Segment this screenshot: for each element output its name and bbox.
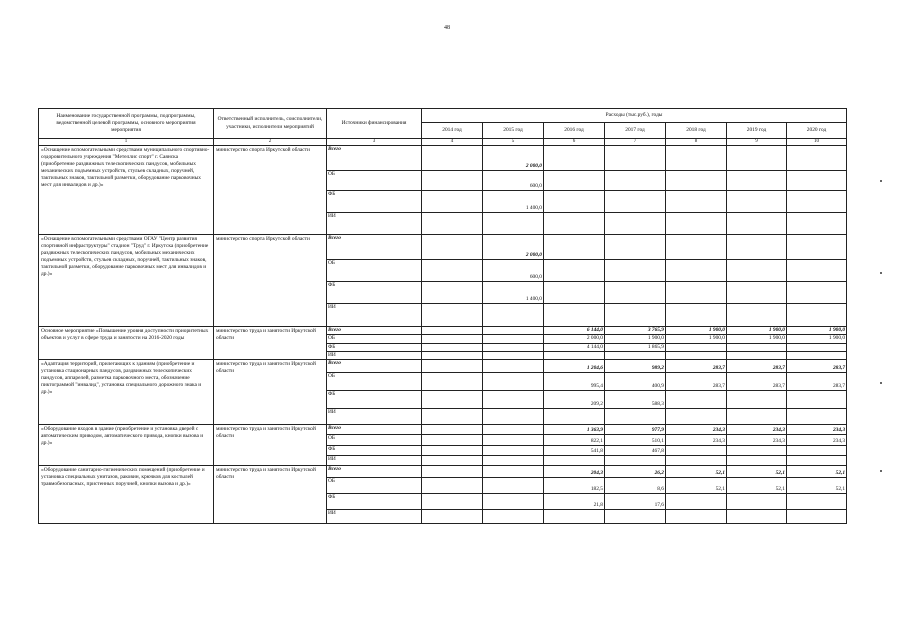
amount-cell <box>483 456 544 466</box>
amount-cell <box>422 343 483 351</box>
amount-cell <box>605 260 666 282</box>
measure-name: «Оснащение вспомогательными средствами ОГАУ "Центр развития спортивной инфраструктуры" стадион "Труд" г. Иркутска (приобретение раздвижных телескопических пандусов, мобильных механических подъемных устройств, стульев складных, поручней, тактильных знаков, тактильной разметки, оборудование парковочных мест для инвалидов и др.)» <box>39 235 214 327</box>
amount-cell <box>483 391 544 409</box>
measure-name: «Оборудование санитарно-гигиенических помещений (приобретение и установка специальных унитазов, раковин, крючков для костылей травмобезопасных, пристенных поручней, кнопки вызова и др.)» <box>39 466 214 524</box>
amount-cell <box>422 466 483 478</box>
amount-cell <box>727 304 787 327</box>
funding-source: ИИ <box>327 456 422 466</box>
funding-source: ОБ <box>327 335 422 343</box>
funding-source: Всего <box>327 327 422 335</box>
amount-cell <box>727 235 787 260</box>
amount-cell: 2 000,0 <box>544 335 605 343</box>
funding-source: ИИ <box>327 304 422 327</box>
amount-cell <box>483 304 544 327</box>
amount-cell <box>727 146 787 171</box>
amount-cell <box>422 213 483 235</box>
amount-cell <box>544 146 605 171</box>
amount-cell: 600,0 <box>483 260 544 282</box>
program-table <box>38 108 847 524</box>
amount-cell: 283,7 <box>787 373 847 391</box>
amount-cell <box>727 409 787 425</box>
table-row <box>39 327 847 335</box>
funding-source: ОБ <box>327 435 422 446</box>
amount-cell <box>787 171 847 191</box>
amount-cell: 1 400,0 <box>483 191 544 213</box>
amount-cell <box>483 494 544 510</box>
column-number: 4 <box>422 139 483 146</box>
amount-cell: 6 144,0 <box>544 327 605 335</box>
amount-cell: 52,1 <box>787 466 847 478</box>
amount-cell: 234,3 <box>666 435 727 446</box>
amount-cell: 283,7 <box>727 373 787 391</box>
header-name: Наименование государственной программы, подпрограммы, ведомственной целевой программы, основного мероприятия мероприятия <box>39 109 214 139</box>
amount-cell: 234,3 <box>666 425 727 435</box>
amount-cell <box>422 409 483 425</box>
amount-cell: 234,3 <box>727 425 787 435</box>
header-year: 2016 год <box>544 123 605 139</box>
amount-cell: 510,1 <box>605 435 666 446</box>
amount-cell <box>727 494 787 510</box>
header-year: 2014 год <box>422 123 483 139</box>
table-row <box>39 235 847 260</box>
amount-cell <box>422 191 483 213</box>
amount-cell <box>605 351 666 359</box>
funding-source: Всего <box>327 360 422 373</box>
amount-cell <box>483 478 544 494</box>
amount-cell: 209,2 <box>544 391 605 409</box>
amount-cell <box>666 304 727 327</box>
amount-cell: 995,4 <box>544 373 605 391</box>
amount-cell <box>787 235 847 260</box>
amount-cell <box>483 335 544 343</box>
column-number: 6 <box>544 139 605 146</box>
amount-cell <box>666 191 727 213</box>
amount-cell <box>666 343 727 351</box>
header-year: 2017 год <box>605 123 666 139</box>
amount-cell <box>483 343 544 351</box>
header-executor: Ответственный исполнитель, соисполнители, участники, исполнители мероприятий <box>214 109 327 139</box>
amount-cell <box>422 435 483 446</box>
amount-cell <box>544 304 605 327</box>
amount-cell <box>422 510 483 524</box>
amount-cell <box>727 260 787 282</box>
amount-cell <box>787 351 847 359</box>
amount-cell: 1 900,0 <box>727 327 787 335</box>
amount-cell: 467,8 <box>605 446 666 456</box>
amount-cell <box>787 391 847 409</box>
table-row <box>39 466 847 478</box>
funding-source: ФБ <box>327 391 422 409</box>
funding-source: ИИ <box>327 510 422 524</box>
amount-cell: 989,2 <box>605 360 666 373</box>
amount-cell: 1 400,0 <box>483 282 544 304</box>
funding-source: Всего <box>327 146 422 171</box>
amount-cell: 234,3 <box>727 435 787 446</box>
amount-cell: 52,1 <box>666 478 727 494</box>
amount-cell: 1 900,0 <box>666 327 727 335</box>
amount-cell <box>666 351 727 359</box>
amount-cell <box>483 360 544 373</box>
amount-cell <box>483 409 544 425</box>
amount-cell <box>544 282 605 304</box>
amount-cell <box>605 171 666 191</box>
column-number: 8 <box>666 139 727 146</box>
amount-cell: 977,9 <box>605 425 666 435</box>
amount-cell <box>605 146 666 171</box>
table-body <box>39 146 847 524</box>
amount-cell <box>483 327 544 335</box>
measure-executor: министерство труда и занятости Иркутской области <box>214 466 327 524</box>
funding-source: ОБ <box>327 373 422 391</box>
amount-cell <box>787 213 847 235</box>
amount-cell <box>544 351 605 359</box>
measure-name: «Оснащение вспомогательными средствами муниципального спортивно-оздоровительного учреждения "Метеллис спорт" г. Саянска (приобретение раздвижных телескопических пандусов, мобильных механических подъемных устройств, стульев складных, поручней, тактильных знаков, тактильной разметки, оборудование парковочных мест для инвалидов и др.)» <box>39 146 214 235</box>
amount-cell <box>544 213 605 235</box>
amount-cell: 26,2 <box>605 466 666 478</box>
amount-cell <box>483 435 544 446</box>
amount-cell: 182,5 <box>544 478 605 494</box>
amount-cell <box>422 456 483 466</box>
amount-cell: 1 900,0 <box>666 335 727 343</box>
funding-source: ИИ <box>327 351 422 359</box>
amount-cell: 8,6 <box>605 478 666 494</box>
table-row <box>39 146 847 171</box>
funding-source: ФБ <box>327 282 422 304</box>
amount-cell <box>666 456 727 466</box>
column-number: 9 <box>727 139 787 146</box>
amount-cell: 52,1 <box>666 466 727 478</box>
header-year: 2019 год <box>727 123 787 139</box>
amount-cell: 4 144,0 <box>544 343 605 351</box>
page-number: 48 <box>444 25 450 31</box>
amount-cell: 1 900,0 <box>787 335 847 343</box>
funding-source: ОБ <box>327 478 422 494</box>
amount-cell: 1 900,0 <box>727 335 787 343</box>
amount-cell <box>422 351 483 359</box>
measure-executor: министерство спорта Иркутской области <box>214 235 327 327</box>
margin-mark <box>880 470 882 472</box>
table-row <box>39 360 847 373</box>
amount-cell <box>483 213 544 235</box>
funding-source: ФБ <box>327 191 422 213</box>
amount-cell <box>727 351 787 359</box>
amount-cell <box>605 191 666 213</box>
amount-cell <box>422 494 483 510</box>
amount-cell <box>787 510 847 524</box>
measure-name: Основное мероприятие «Повышение уровня доступности приоритетных объектов и услуг в сфере труда и занятости на 2016-2020 годы <box>39 327 214 360</box>
funding-source: Всего <box>327 235 422 260</box>
measure-name: «Оборудование входов в здание (приобретение и установка дверей с автоматическим приводом, автоматического привода, кнопки вызова и др.)» <box>39 425 214 466</box>
header-expenses: Расходы (тыс.руб.), годы <box>422 109 847 123</box>
amount-cell <box>483 351 544 359</box>
amount-cell <box>422 446 483 456</box>
amount-cell <box>605 456 666 466</box>
amount-cell <box>483 510 544 524</box>
amount-cell <box>787 191 847 213</box>
amount-cell: 283,7 <box>727 360 787 373</box>
amount-cell <box>422 335 483 343</box>
amount-cell: 2 000,0 <box>483 146 544 171</box>
header-sources: Источники финансирования <box>327 109 422 139</box>
measure-executor: министерство труда и занятости Иркутской области <box>214 425 327 466</box>
amount-cell: 204,3 <box>544 466 605 478</box>
amount-cell <box>544 260 605 282</box>
column-number: 7 <box>605 139 666 146</box>
margin-mark <box>880 382 882 384</box>
amount-cell <box>422 360 483 373</box>
amount-cell: 17,6 <box>605 494 666 510</box>
funding-source: ИИ <box>327 409 422 425</box>
amount-cell: 283,7 <box>666 360 727 373</box>
amount-cell: 541,8 <box>544 446 605 456</box>
amount-cell: 1 900,0 <box>605 335 666 343</box>
amount-cell <box>666 494 727 510</box>
column-number: 2 <box>214 139 327 146</box>
amount-cell: 1 204,6 <box>544 360 605 373</box>
amount-cell <box>605 409 666 425</box>
amount-cell <box>666 235 727 260</box>
amount-cell <box>787 343 847 351</box>
funding-source: ФБ <box>327 343 422 351</box>
amount-cell <box>422 391 483 409</box>
amount-cell <box>605 304 666 327</box>
amount-cell <box>787 494 847 510</box>
funding-source: ИИ <box>327 213 422 235</box>
header-year: 2015 год <box>483 123 544 139</box>
funding-source: ФБ <box>327 446 422 456</box>
amount-cell: 52,1 <box>727 478 787 494</box>
header-year: 2020 год <box>787 123 847 139</box>
amount-cell <box>787 456 847 466</box>
amount-cell <box>666 391 727 409</box>
amount-cell <box>787 146 847 171</box>
amount-cell: 52,1 <box>727 466 787 478</box>
amount-cell <box>666 409 727 425</box>
amount-cell <box>787 260 847 282</box>
amount-cell <box>422 304 483 327</box>
amount-cell <box>666 510 727 524</box>
measure-executor: министерство спорта Иркутской области <box>214 146 327 235</box>
funding-source: ОБ <box>327 260 422 282</box>
column-number: 5 <box>483 139 544 146</box>
amount-cell <box>727 171 787 191</box>
amount-cell <box>727 510 787 524</box>
amount-cell <box>666 146 727 171</box>
amount-cell <box>483 466 544 478</box>
amount-cell: 283,7 <box>787 360 847 373</box>
amount-cell <box>422 425 483 435</box>
amount-cell: 1 363,9 <box>544 425 605 435</box>
amount-cell <box>666 446 727 456</box>
amount-cell <box>787 282 847 304</box>
amount-cell <box>727 343 787 351</box>
amount-cell: 600,0 <box>483 171 544 191</box>
funding-source: Всего <box>327 466 422 478</box>
amount-cell <box>666 213 727 235</box>
amount-cell <box>422 478 483 494</box>
margin-mark <box>880 180 882 182</box>
amount-cell <box>483 425 544 435</box>
amount-cell <box>422 327 483 335</box>
amount-cell: 588,3 <box>605 391 666 409</box>
amount-cell <box>544 235 605 260</box>
header-year: 2018 год <box>666 123 727 139</box>
amount-cell <box>422 146 483 171</box>
amount-cell <box>605 510 666 524</box>
amount-cell <box>544 191 605 213</box>
amount-cell <box>787 409 847 425</box>
amount-cell: 21,8 <box>544 494 605 510</box>
amount-cell <box>605 213 666 235</box>
amount-cell: 52,1 <box>787 478 847 494</box>
amount-cell <box>727 456 787 466</box>
amount-cell <box>544 456 605 466</box>
amount-cell: 3 765,9 <box>605 327 666 335</box>
amount-cell: 1 865,9 <box>605 343 666 351</box>
amount-cell <box>666 260 727 282</box>
measure-name: «Адаптация территорий, прилегающих к зданиям (приобретение и установка стационарных пандусов, раздвижных телескопических пандусов, аппарелей, разметка парковочного места, обозначение пиктограммой "инвалид", установка специального дорожного знака и др.)» <box>39 360 214 425</box>
amount-cell <box>422 282 483 304</box>
amount-cell <box>483 446 544 456</box>
amount-cell <box>422 235 483 260</box>
amount-cell <box>666 282 727 304</box>
amount-cell <box>727 282 787 304</box>
amount-cell <box>727 391 787 409</box>
amount-cell <box>787 304 847 327</box>
measure-executor: министерство труда и занятости Иркутской области <box>214 327 327 360</box>
amount-cell <box>787 446 847 456</box>
amount-cell <box>727 191 787 213</box>
amount-cell <box>666 171 727 191</box>
column-number: 3 <box>327 139 422 146</box>
amount-cell: 2 000,0 <box>483 235 544 260</box>
amount-cell <box>544 171 605 191</box>
amount-cell <box>727 446 787 456</box>
funding-source: ФБ <box>327 494 422 510</box>
amount-cell <box>544 409 605 425</box>
amount-cell: 1 900,0 <box>787 327 847 335</box>
amount-cell <box>605 282 666 304</box>
table-row <box>39 425 847 435</box>
amount-cell <box>544 510 605 524</box>
column-number: 1 <box>39 139 214 146</box>
amount-cell <box>422 373 483 391</box>
measure-executor: министерство труда и занятости Иркутской области <box>214 360 327 425</box>
column-number: 10 <box>787 139 847 146</box>
amount-cell: 234,3 <box>787 425 847 435</box>
funding-source: ОБ <box>327 171 422 191</box>
funding-source: Всего <box>327 425 422 435</box>
margin-mark <box>880 272 882 274</box>
amount-cell: 400,9 <box>605 373 666 391</box>
amount-cell <box>422 260 483 282</box>
amount-cell: 822,1 <box>544 435 605 446</box>
amount-cell <box>605 235 666 260</box>
amount-cell <box>422 171 483 191</box>
amount-cell: 234,3 <box>787 435 847 446</box>
amount-cell: 283,7 <box>666 373 727 391</box>
amount-cell <box>727 213 787 235</box>
amount-cell <box>483 373 544 391</box>
